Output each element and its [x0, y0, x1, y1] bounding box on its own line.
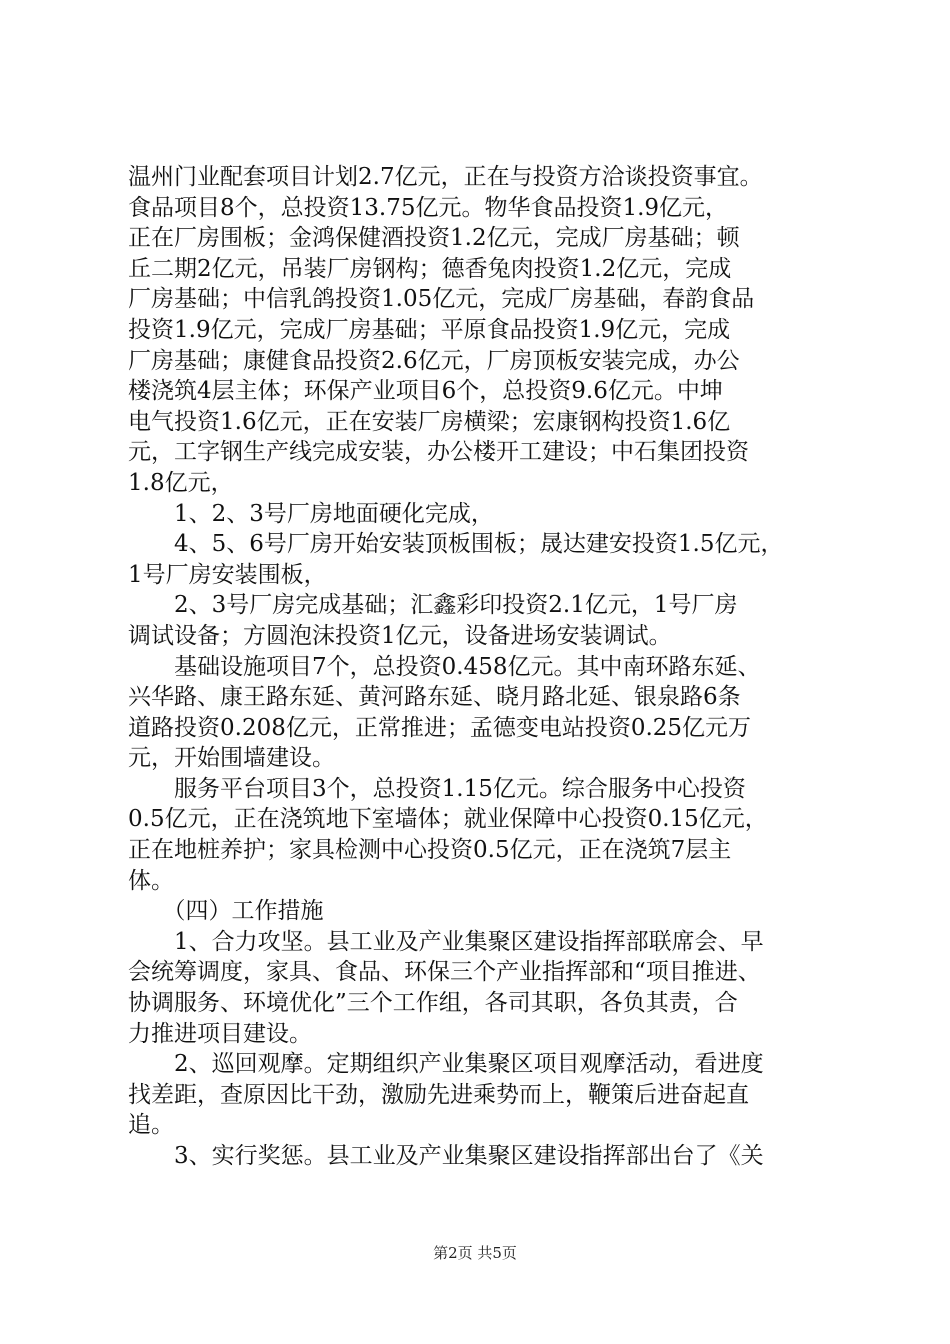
- text-line: 服务平台项目3个，总投资1.15亿元。综合服务中心投资: [128, 775, 746, 802]
- text-line: 调试设备；方圆泡沫投资1亿元，设备进场安装调试。: [128, 622, 672, 649]
- text-line: 1号厂房安装围板，: [128, 561, 327, 588]
- text-line: 追。: [128, 1112, 174, 1139]
- text-line: 元，开始围墙建设。: [128, 745, 335, 772]
- text-line: 厂房基础；中信乳鸽投资1.05亿元，完成厂房基础，春韵食品: [128, 286, 755, 313]
- text-line: 投资1.9亿元，完成厂房基础；平原食品投资1.9亿元，完成: [128, 316, 731, 343]
- text-line: 2、巡回观摩。定期组织产业集聚区项目观摩活动，看进度: [128, 1051, 764, 1078]
- text-line: 丘二期2亿元，吊装厂房钢构；德香兔肉投资1.2亿元，完成: [128, 255, 732, 282]
- text-line: 会统筹调度，家具、食品、环保三个产业指挥部和“项目推进、: [128, 959, 761, 986]
- text-line: 道路投资0.208亿元，正常推进；孟德变电站投资0.25亿元万: [128, 714, 752, 741]
- text-line: 温州门业配套项目计划2.7亿元，正在与投资方洽谈投资事宜。: [128, 164, 763, 190]
- text-line: 协调服务、环境优化”三个工作组，各司其职，各负其责，合: [128, 990, 738, 1017]
- body-text: [128, 162, 833, 1172]
- text-line: 厂房基础；康健食品投资2.6亿元，厂房顶板安装完成，办公: [128, 347, 740, 374]
- text-line: 找差距，查原因比干劲，激励先进乘势而上，鞭策后进奋起直: [128, 1081, 749, 1108]
- text-line: 兴华路、康王路东延、黄河路东延、晓月路北延、银泉路6条: [128, 684, 741, 711]
- text-line: 楼浇筑4层主体；环保产业项目6个，总投资9.6亿元。中坤: [128, 378, 723, 405]
- text-line: 基础设施项目7个，总投资0.458亿元。其中南环路东延、: [128, 653, 761, 680]
- text-line: 食品项目8个，总投资13.75亿元。物华食品投资1.9亿元，: [128, 194, 729, 221]
- text-line: 体。: [128, 867, 174, 894]
- text-line: 3、实行奖惩。县工业及产业集聚区建设指挥部出台了《关: [128, 1143, 764, 1169]
- text-line: 正在地桩养护；家具检测中心投资0.5亿元，正在浇筑7层主: [128, 837, 732, 864]
- text-line: 力推进项目建设。: [128, 1020, 312, 1047]
- text-line: 2、3号厂房完成基础；汇鑫彩印投资2.1亿元，1号厂房: [128, 592, 738, 619]
- text-line: 电气投资1.6亿元，正在安装厂房横梁；宏康钢构投资1.6亿: [128, 408, 731, 435]
- page-footer: 第2页 共5页: [433, 1244, 517, 1262]
- text-line: 1、2、3号厂房地面硬化完成，: [128, 500, 494, 527]
- text-line: 0.5亿元，正在浇筑地下室墙体；就业保障中心投资0.15亿元，: [128, 806, 768, 833]
- text-line: 1.8亿元，: [128, 469, 234, 496]
- text-line: （四）工作措施: [128, 898, 324, 925]
- text-line: 4、5、6号厂房开始安装顶板围板；晟达建安投资1.5亿元，: [128, 531, 784, 558]
- text-line: 正在厂房围板；金鸿保健酒投资1.2亿元，完成厂房基础；顿: [128, 225, 740, 252]
- text-line: 1、合力攻坚。县工业及产业集聚区建设指挥部联席会、早: [128, 928, 764, 955]
- text-line: 元，工字钢生产线完成安装，办公楼开工建设；中石集团投资: [128, 439, 749, 466]
